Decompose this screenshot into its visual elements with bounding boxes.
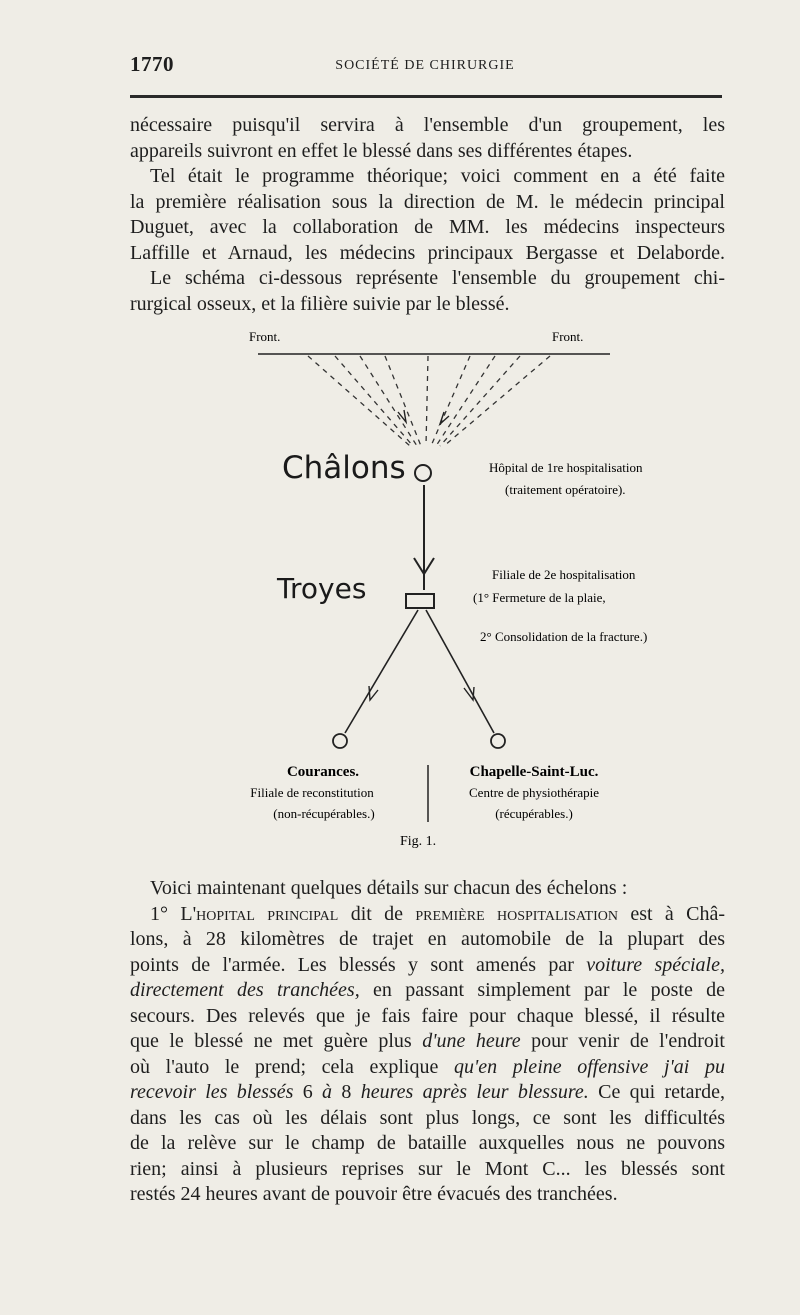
text-line: points de l'armée. Les blessés y sont amenés par voiture spéciale, xyxy=(130,953,725,976)
node-troyes-desc-3: 2° Consolidation de la fracture.) xyxy=(480,629,648,644)
evacuation-dashed-lines xyxy=(308,356,550,446)
arrowheads-front xyxy=(398,410,449,424)
text-line: Voici maintenant quelques détails sur chacun des échelons : xyxy=(150,877,628,899)
text-line: la première réalisation sous la direction de M. le médecin principal xyxy=(130,190,725,213)
text-line: rurgical osseux, et la filière suivie par le blessé. xyxy=(130,292,510,315)
figure-caption: Fig. 1. xyxy=(400,834,437,849)
text-line: Le schéma ci-dessous représente l'ensemble du groupement chi- xyxy=(150,267,725,289)
node-troyes-desc-1: Filiale de 2e hospitalisation xyxy=(492,567,636,582)
chapelle-desc-2: (récupérables.) xyxy=(495,806,573,821)
text-line: rien; ainsi à plusieurs reprises sur le Mont C... les blessés sont xyxy=(130,1157,725,1180)
node-chalons-circle xyxy=(415,465,431,481)
courances-name: Courances. xyxy=(286,764,360,780)
text-line: lons, à 28 kilomètres de trajet en automobile de la plupart des xyxy=(130,928,725,950)
text-line: directement des tranchées, en passant simplement par le poste de xyxy=(130,979,726,1001)
courances-desc-2: (non-récupérables.) xyxy=(273,806,375,821)
text-line: Tel était le programme théorique; voici comment en a été faite xyxy=(150,165,725,187)
node-courances-circle xyxy=(333,734,347,748)
page-number: 1770 xyxy=(130,52,174,76)
node-chalons-desc-2: (traitement opératoire). xyxy=(505,482,626,497)
text-line: Duguet, avec la collaboration de MM. les médecins inspecteurs xyxy=(130,216,725,238)
front-left-label: Front. xyxy=(249,329,281,344)
text-line: nécessaire puisqu'il servira à l'ensemble d'un groupement, les xyxy=(130,114,725,136)
troyes-courances-line xyxy=(345,610,418,733)
node-troyes-label: Troyes xyxy=(277,572,367,605)
intro-paragraph xyxy=(130,113,725,317)
header-rule xyxy=(130,95,722,98)
chapelle-desc-1: Centre de physiothérapie xyxy=(469,785,599,800)
front-right-label: Front. xyxy=(552,329,584,344)
figure-schema xyxy=(0,320,800,855)
text-line: Laffille et Arnaud, les médecins principaux Bergasse et Delaborde. xyxy=(130,241,725,264)
text-line: où l'auto le prend; cela explique qu'en pleine offensive j'ai pu xyxy=(130,1055,725,1078)
node-troyes-desc-2: (1° Fermeture de la plaie, xyxy=(473,590,606,605)
courances-desc-1: Filiale de reconstitution xyxy=(250,785,374,800)
node-troyes-box xyxy=(406,594,434,608)
text-line: de la relève sur le champ de bataille auxquelles nous ne pouvons xyxy=(130,1132,725,1154)
body-paragraphs xyxy=(130,876,725,1208)
arrowhead-left xyxy=(369,686,378,700)
running-title: SOCIÉTÉ DE CHIRURGIE xyxy=(335,58,515,73)
text-line: restés 24 heures avant de pouvoir être évacués des tranchées. xyxy=(130,1183,618,1205)
text-line: 1° L'hopital principal dit de première hospitalisation est à Châ- xyxy=(150,902,725,925)
text-line: recevoir les blessés 6 à 8 heures après leur blessure. Ce qui retarde, xyxy=(130,1081,726,1103)
chapelle-name: Chapelle-Saint-Luc. xyxy=(469,764,599,780)
text-line: appareils suivront en effet le blessé dans ses différentes étapes. xyxy=(130,139,633,162)
text-line: que le blessé ne met guère plus d'une heure pour venir de l'endroit xyxy=(130,1030,725,1052)
node-chalons-label: Châlons xyxy=(282,450,406,486)
text-line: dans les cas où les délais sont plus longs, ce sont les difficultés xyxy=(130,1106,725,1129)
node-chapelle-circle xyxy=(491,734,505,748)
text-line: secours. Des relevés que je fais faire pour chaque blessé, il résulte xyxy=(130,1004,725,1027)
node-chalons-desc-1: Hôpital de 1re hospitalisation xyxy=(489,460,643,475)
page-header xyxy=(130,52,720,82)
